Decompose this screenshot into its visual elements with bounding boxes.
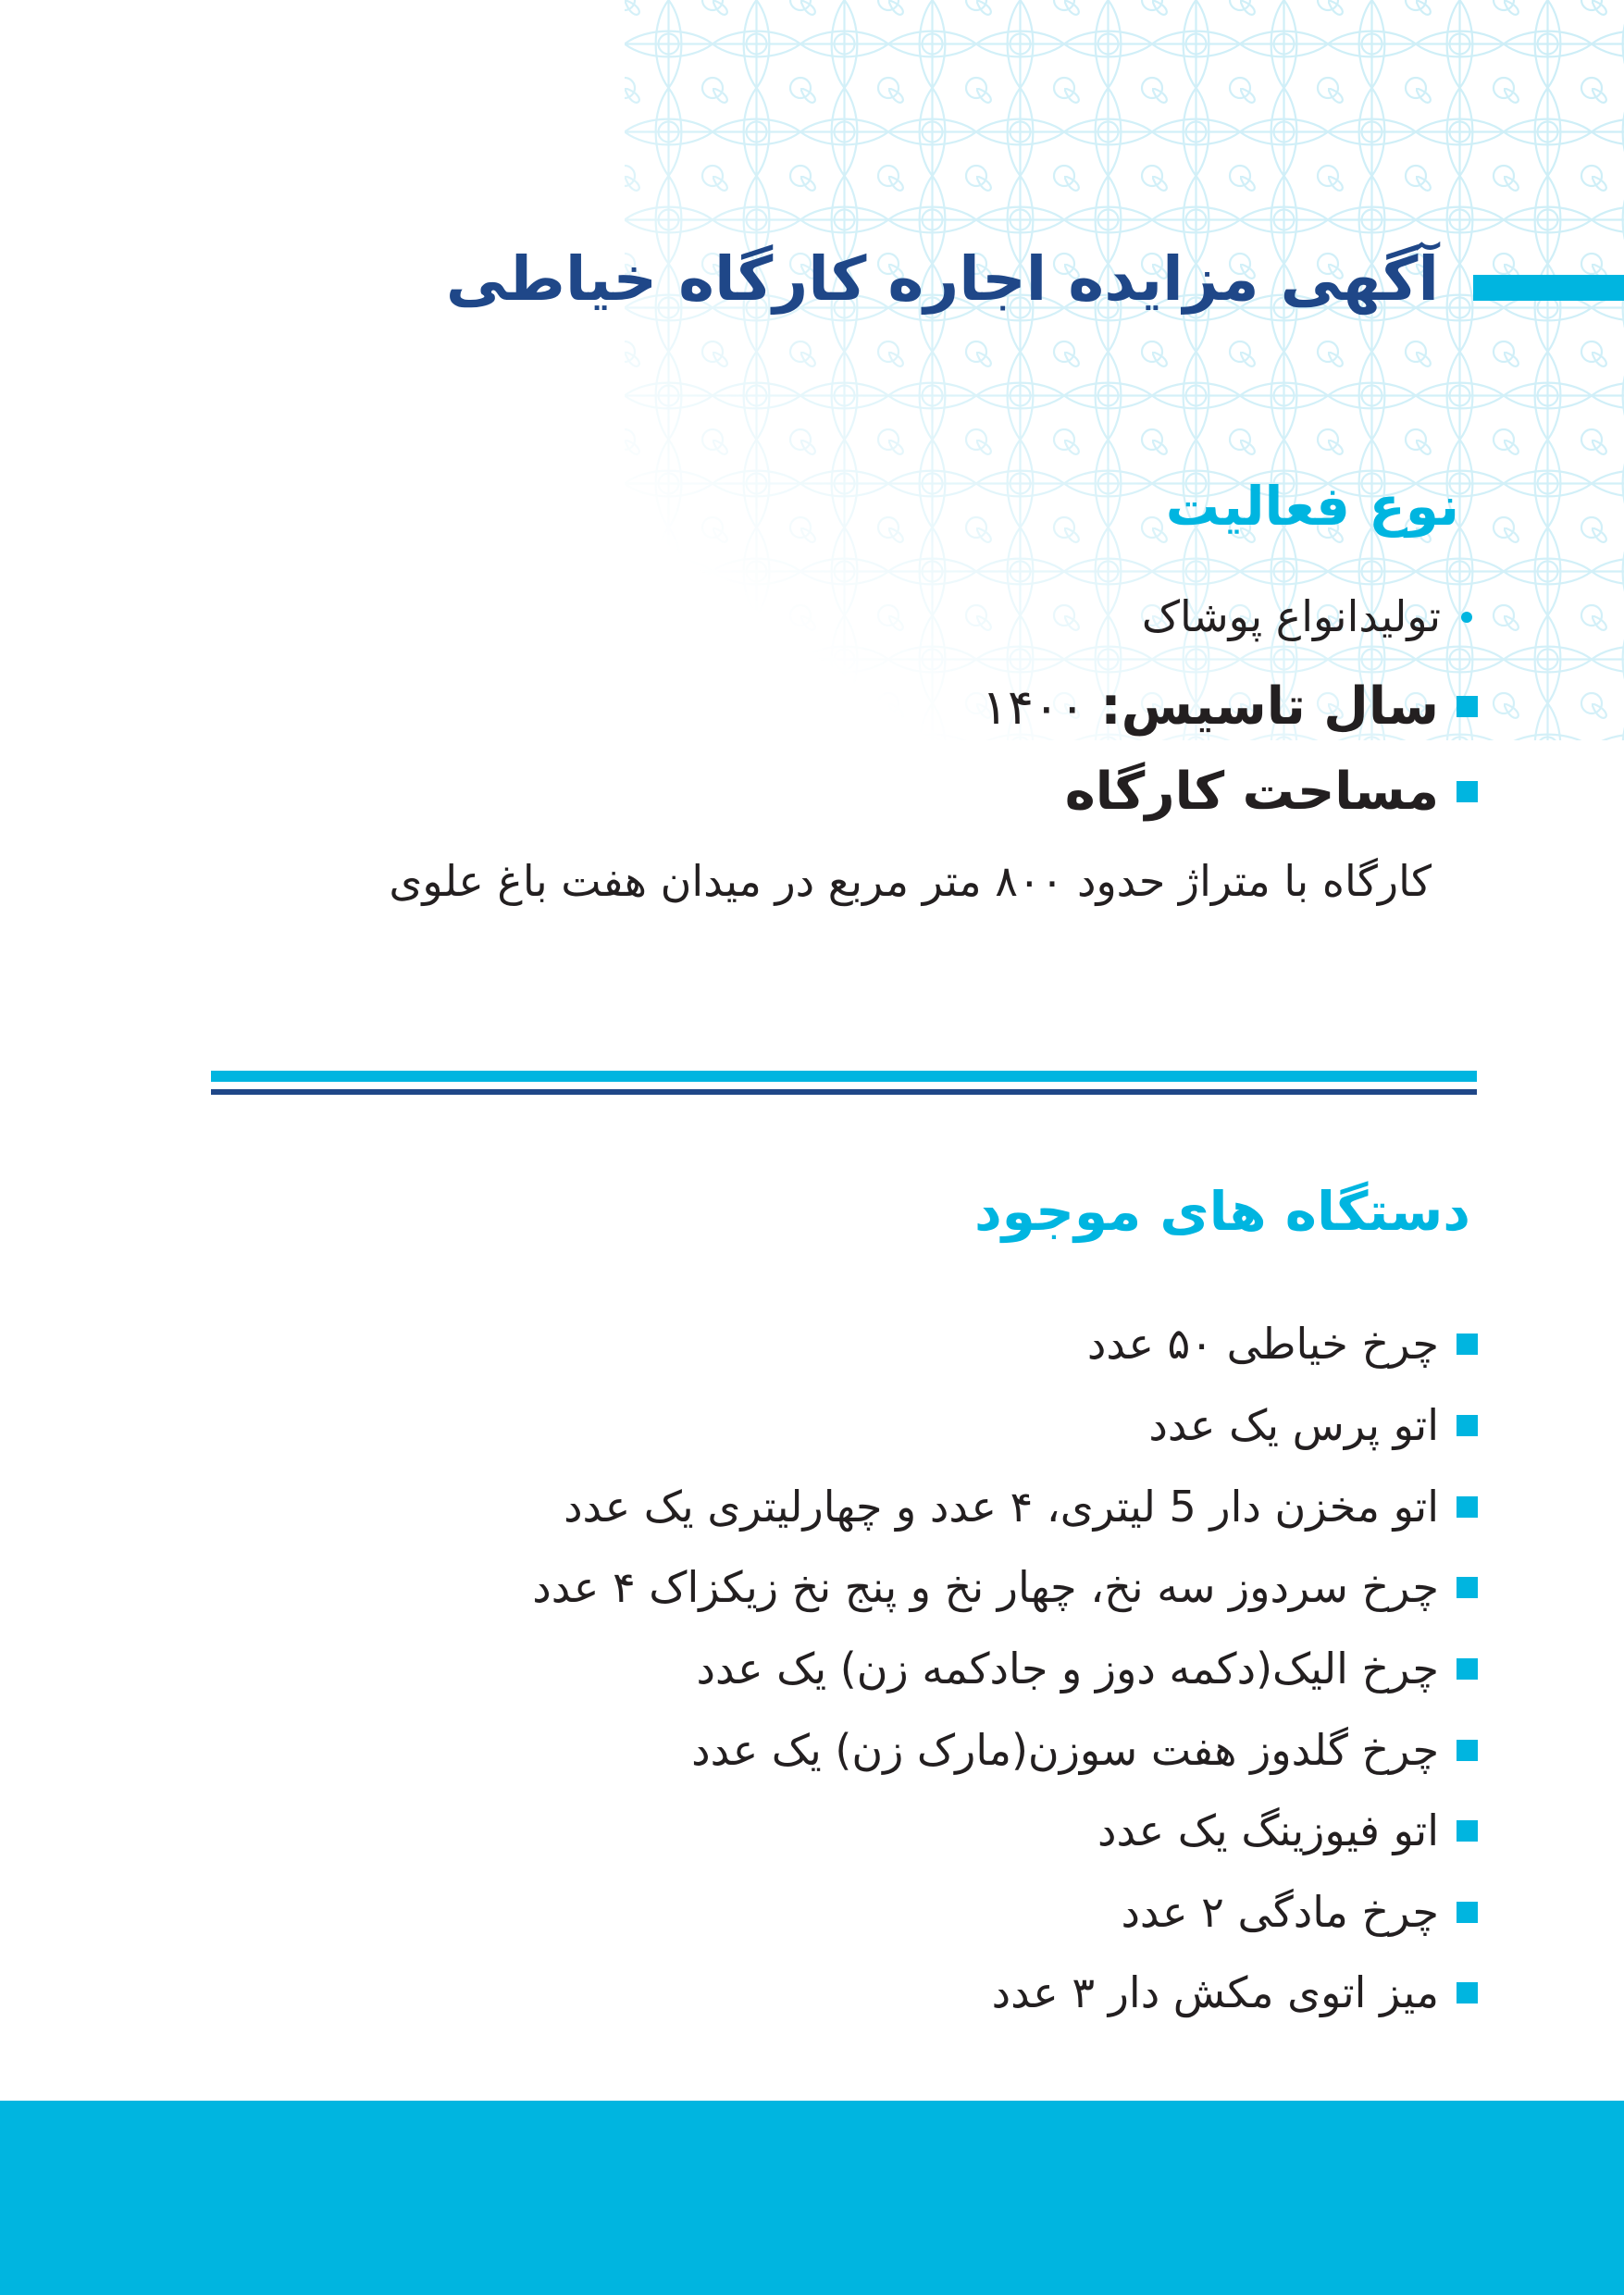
list-item (1097, 1805, 1478, 1856)
square-bullet-icon (1457, 1902, 1478, 1923)
square-bullet-icon (1457, 1334, 1478, 1355)
equipment-heading: دستگاه های موجود (974, 1180, 1470, 1243)
list-item (532, 1562, 1478, 1613)
area-label: مساحت کارگاه (1064, 762, 1439, 822)
list-item (992, 1967, 1478, 2018)
equipment-item: چرخ مادگی ۲ عدد (1121, 1887, 1439, 1937)
equipment-item: اتو مخزن دار 5 لیتری، ۴ عدد و چهارلیتری یک عدد (564, 1482, 1439, 1532)
founding-year-label: سال تاسیس: (1100, 676, 1439, 737)
founding-year-row (982, 676, 1478, 738)
square-bullet-icon (1457, 1415, 1478, 1436)
square-bullet-icon (1457, 1658, 1478, 1680)
square-bullet-icon (1457, 696, 1478, 717)
equipment-item: چرخ خیاطی ۵۰ عدد (1086, 1319, 1439, 1369)
equipment-item: چرخ گلدوز هفت سوزن(مارک زن) یک عدد (691, 1725, 1439, 1775)
activity-label: تولیدانواع پوشاک (1141, 591, 1441, 641)
square-bullet-icon (1457, 1740, 1478, 1761)
list-item (564, 1482, 1478, 1532)
list-item (1121, 1887, 1478, 1938)
equipment-item: میز اتوی مکش دار ۳ عدد (991, 1967, 1439, 2017)
footer-band (0, 2101, 1624, 2295)
equipment-item: چرخ الیک(دکمه دوز و جادکمه زن) یک عدد (696, 1644, 1439, 1693)
section-divider-navy (211, 1089, 1477, 1095)
list-item (1148, 1400, 1478, 1451)
area-description: کارگاه با متراژ حدود ۸۰۰ متر مربع در میدان هفت باغ علوی (389, 856, 1432, 906)
list-item (696, 1644, 1478, 1694)
section-divider-cyan (211, 1071, 1477, 1082)
square-bullet-icon (1457, 1577, 1478, 1598)
title-accent-bar (1473, 275, 1624, 301)
square-bullet-icon (1457, 1982, 1478, 2003)
founding-year (982, 676, 1439, 738)
square-bullet-icon (1457, 1820, 1478, 1842)
square-bullet-icon (1457, 781, 1478, 802)
list-item (1087, 1319, 1478, 1370)
activity-item (1142, 591, 1478, 642)
equipment-item: اتو پرس یک عدد (1148, 1400, 1439, 1450)
bullet-dot-icon (1461, 612, 1472, 623)
page-title: آگهی مزایده اجاره کارگاه خیاطی (445, 243, 1439, 315)
equipment-item: اتو فیوزینگ یک عدد (1097, 1805, 1439, 1855)
founding-year-value: ۱۴۰۰ (982, 680, 1085, 736)
list-item (691, 1725, 1478, 1776)
square-bullet-icon (1457, 1496, 1478, 1518)
area-heading-row (1065, 761, 1478, 823)
activity-heading: نوع فعالیت (1165, 475, 1459, 538)
equipment-item: چرخ سردوز سه نخ، چهار نخ و پنج نخ زیکزاک ۴ عدد (532, 1562, 1439, 1612)
